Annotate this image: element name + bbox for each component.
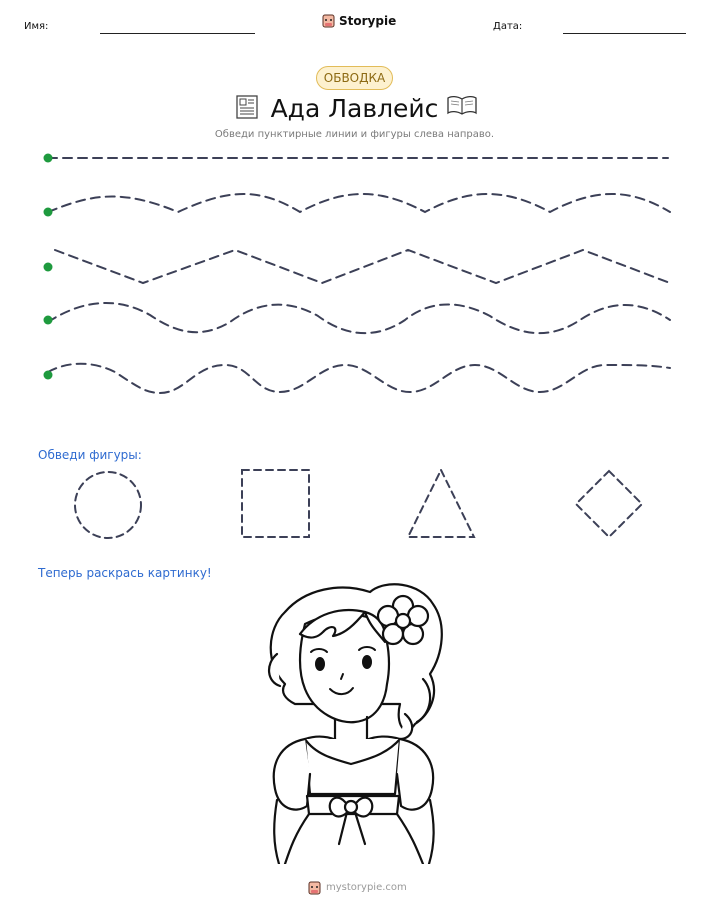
start-dot: [44, 371, 53, 380]
footer: [308, 880, 407, 895]
trace-circle-shape[interactable]: [75, 472, 141, 538]
tracing-line-gentle-wave[interactable]: [48, 194, 670, 212]
shapes-section-label: Обведи фигуры:: [38, 448, 142, 462]
brand-name: Storypie: [339, 13, 397, 28]
page-title: Ада Лавлейс: [270, 94, 439, 123]
footer-site-link[interactable]: mystorypie.com: [326, 882, 407, 893]
storypie-bear-icon: [308, 880, 321, 895]
tracing-lines-area: [0, 0, 709, 420]
tracing-line-deep-wave[interactable]: [48, 364, 670, 393]
name-label: Имя:: [24, 21, 49, 32]
start-dot: [44, 316, 53, 325]
trace-diamond-shape[interactable]: [576, 471, 642, 537]
tracing-line-wave[interactable]: [48, 303, 670, 333]
worksheet-type-badge: ОБВОДКА: [316, 66, 393, 90]
tracing-line-zigzag[interactable]: [55, 250, 670, 283]
trace-triangle-shape[interactable]: [408, 470, 474, 537]
instruction-text: Обведи пунктирные линии и фигуры слева направо.: [214, 129, 495, 140]
date-label: Дата:: [493, 21, 523, 32]
trace-square-shape[interactable]: [242, 470, 309, 537]
coloring-section-label: Теперь раскрась картинку!: [38, 566, 212, 580]
start-dot: [44, 208, 53, 217]
start-dot: [44, 263, 53, 272]
ada-lovelace-coloring-illustration[interactable]: [255, 574, 455, 864]
start-dot: [44, 154, 53, 163]
shapes-row: [0, 460, 709, 550]
